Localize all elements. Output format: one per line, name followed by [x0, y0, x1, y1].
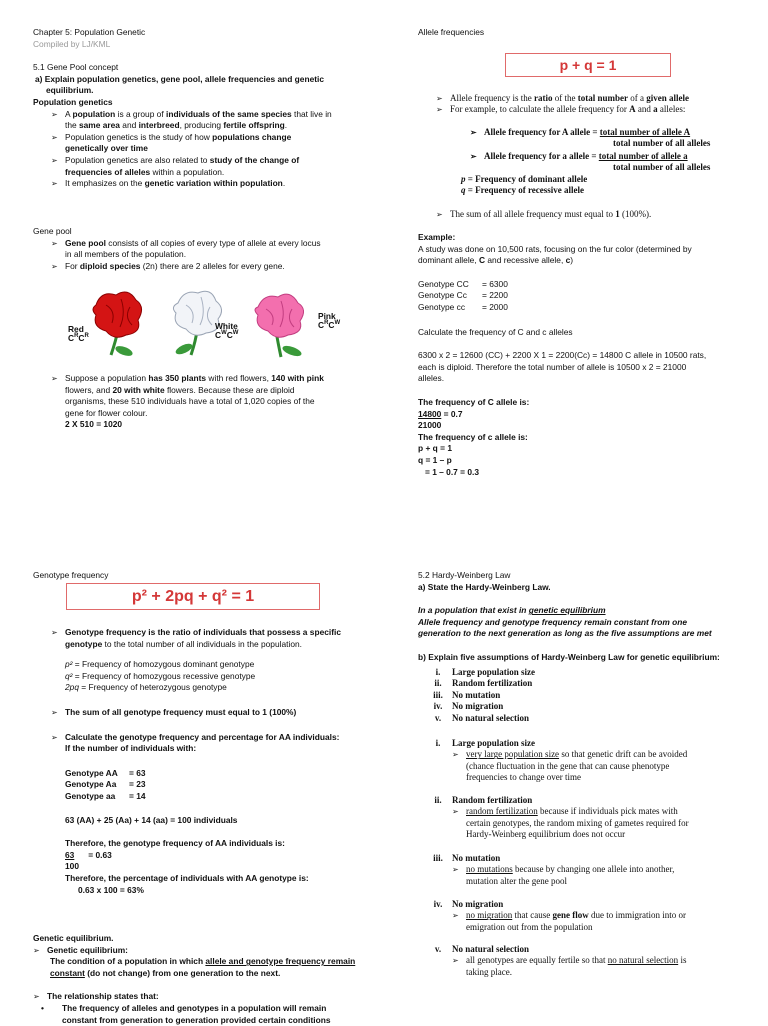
genotype-row: Genotype CC = 6300 — [418, 278, 508, 289]
genotype-row: Genotype Cc = 2200 — [418, 290, 508, 301]
red-flower-icon — [93, 292, 142, 358]
assumption-detail-1: i. Large population size ➢ very large population size so that genetic drift can be avoided (chance fluctuation in the gene that can cause phenotype frequencies to change over time — [424, 738, 754, 784]
assumption-item: v. No natural selection — [434, 712, 529, 723]
objective-a-cont: equilibrium. — [46, 85, 94, 96]
allele-formulas — [470, 127, 760, 174]
genotype-heading: Genotype frequency — [33, 570, 109, 580]
pink-flower-icon — [255, 294, 304, 358]
hw-objective-b: b) Explain five assumptions of Hardy-Weinberg Law for genetic equilibrium: — [418, 651, 720, 662]
allele-heading: Allele frequencies — [418, 27, 485, 37]
allele-example — [418, 232, 758, 478]
list-item: ➢ Genotype frequency is the ratio of individuals that possess a specific genotype to the total number of all individuals in the population. — [51, 627, 371, 650]
assumption-item: iii. No mutation — [433, 689, 501, 700]
assumption-detail-2: ii. Random fertilization ➢ random fertilization because if individuals pick mates with certain genotypes, the random mixing of gametes required for Hardy-Weinberg equilibrium does not occur — [424, 795, 754, 841]
assumption-detail-4: iv. No migration ➢ no migration that cause gene flow due to immigration into or emigration out from the population — [424, 899, 754, 933]
equilibrium-rel: • The frequency of alleles and genotypes in a population will remain constant from generation to generation provided certain conditions — [41, 1002, 331, 1025]
equilibrium-list — [33, 991, 373, 1003]
list-item: ➢ Suppose a population has 350 plants with red flowers, 140 with pink flowers, and 20 with white flowers. Because these are diploid organisms, these 510 individuals have a total of 1,020 copies of the gene for flower colour. 2 X 510 = 1020 — [51, 373, 371, 431]
equilibrium-section — [33, 933, 373, 1026]
assumption-detail-3: iii. No mutation ➢ no mutations because by changing one allele into another, mutation alter the gene pool — [424, 853, 754, 887]
flower-example-list — [51, 373, 371, 431]
popgen-list — [33, 109, 373, 190]
assumption-item: iv. No migration — [433, 701, 504, 712]
equilibrium-list — [33, 945, 373, 957]
flower-example — [51, 373, 371, 431]
assumption-item: ii. Random fertilization — [434, 678, 533, 689]
detail-list — [452, 910, 754, 933]
section-heading: 5.1 Gene Pool concept — [33, 62, 119, 73]
list-item: ➢ no migration that cause gene flow due to immigration into or emigration out from the population — [452, 910, 754, 933]
formula-list — [470, 127, 760, 138]
genotype-row: Genotype aa = 14 — [65, 790, 146, 801]
flower-label-pink: Pink $C^RC^W$ — [318, 311, 341, 330]
list-item: ➢ The sum of all allele frequency must equal to 1 (100%). — [436, 209, 651, 220]
list-item: ➢ For example, to calculate the allele frequency for A and a alleles: — [436, 104, 756, 115]
formula-denominator: total number of all alleles — [613, 162, 711, 173]
compiled-by: Compiled by LJ/KML — [33, 38, 111, 49]
equilibrium-heading: Genetic equilibrium. — [33, 933, 114, 943]
genotype-defs: p² = Frequency of homozygous dominant genotype q² = Frequency of homozygous recessive genotype 2pq = Frequency of heterozygous genotype — [65, 659, 256, 693]
list-item: ➢ Allele frequency for a allele = total number of allele a — [470, 151, 760, 162]
list-item: ➢ For diploid species (2n) there are 2 alleles for every gene. — [51, 261, 373, 273]
calc-text: alleles. — [418, 373, 445, 384]
list-item: ➢ Population genetics are also related to study of the change of frequencies of alleles within a population. — [51, 155, 373, 178]
list-item: ➢ A population is a group of individuals of the same species that live in the same area and interbreed, producing fertile offspring. — [51, 109, 373, 132]
genotype-formula: p² + 2pq + q² = 1 — [66, 583, 320, 610]
calc-question: Calculate the frequency of C and c alleles — [418, 326, 573, 337]
formula-list — [470, 151, 760, 162]
list-item: ➢ very large population size so that genetic drift can be avoided (chance fluctuation in the gene that can cause phenotype frequencies to change over time — [452, 749, 754, 783]
example-text: A study was done on 10,500 rats, focusing on the fur color (determined by — [418, 243, 692, 254]
hw-section — [418, 570, 758, 664]
genotype-list — [51, 627, 371, 650]
gene-pool-list — [33, 238, 373, 273]
genotype-list — [51, 732, 371, 755]
gene-pool-heading: Gene pool — [33, 226, 72, 236]
list-item: ➢ Population genetics is the study of how populations change genetically over time — [51, 132, 373, 155]
genotype-row: Genotype Aa = 23 — [65, 779, 146, 790]
hw-heading: 5.2 Hardy-Weinberg Law — [418, 570, 511, 580]
chapter-title: Chapter 5: Population Genetic — [33, 27, 146, 37]
genotype-total: 63 (AA) + 25 (Aa) + 14 (aa) = 100 individuals — [65, 814, 238, 825]
list-item: ➢ Allele frequency for A allele = total number of allele A — [470, 127, 760, 138]
detail-list — [452, 749, 754, 783]
list-item: ➢ Genetic equilibrium: — [33, 945, 373, 957]
objective-a: a) Explain population genetics, gene pool, allele frequencies and genetic — [35, 73, 324, 84]
allele-sum — [436, 209, 651, 220]
allele-list — [436, 93, 756, 116]
genotype-counts: Genotype AA = 63 Genotype Aa = 23 Genotype aa = 14 63 (AA) + 25 (Aa) + 14 (aa) = 100 individuals Therefore, the genotype frequency of AA individuals is: 63 = 0.63 100 Therefore, the percentage of individuals with AA genotype is: 0.63 x 100 = 63% — [51, 768, 371, 896]
allele-formula: p + q = 1 — [505, 53, 671, 77]
list-item: ➢ Gene pool consists of all copies of every type of allele at every locus in all members of the population. — [51, 238, 373, 261]
hw-objective-a: a) State the Hardy-Weinberg Law. — [418, 581, 551, 592]
pq-definitions: p = Frequency of dominant allele q = Frequency of recessive allele — [461, 174, 588, 196]
freq-C-block: The frequency of C allele is: 14800 = 0.7 21000 The frequency of c allele is: p + q = 1 q = 1 – p = 1 – 0.7 = 0.3 — [418, 396, 530, 477]
calc-text: each is diploid. Therefore the total number of allele is 10500 x 2 = 21000 — [418, 361, 687, 372]
gene-pool-section — [33, 226, 373, 272]
genotype-section — [51, 627, 371, 896]
flower-label-red: Red $C^RC^R$ — [68, 324, 89, 343]
detail-list — [452, 955, 754, 978]
assumption-item: i. Large population size — [435, 667, 536, 677]
flower-label-white: White $C^WC^W$ — [215, 321, 239, 340]
popgen-heading: Population genetics — [33, 96, 113, 107]
list-item: ➢ random fertilization because if individuals pick mates with certain genotypes, the random mixing of gametes required for Hardy-Weinberg equilibrium does not occur — [452, 806, 754, 840]
formula-denominator: total number of all alleles — [613, 138, 711, 149]
therefore-text: Therefore, the percentage of individuals with AA genotype is: — [65, 872, 309, 883]
list-item: ➢ no mutations because by changing one allele into another, mutation alter the gene pool — [452, 864, 754, 887]
assumption-detail-5: v. No natural selection ➢ all genotypes are equally fertile so that no natural selection is taking place. — [424, 944, 754, 978]
allele-definitions — [436, 93, 756, 116]
calculation: 2 X 510 = 1020 — [65, 419, 123, 430]
list-item: ➢ Allele frequency is the ratio of the total number of a given allele — [436, 93, 756, 104]
list-item: ➢ The relationship states that: — [33, 991, 373, 1003]
genotype-row: Genotype cc = 2000 — [418, 301, 508, 312]
genotype-list — [51, 707, 371, 719]
calc-text: 6300 x 2 = 12600 (CC) + 2200 X 1 = 2200(Cc) = 14800 C allele in 10500 rats, — [418, 350, 707, 361]
therefore-text: Therefore, the genotype frequency of AA individuals is: — [65, 838, 285, 849]
top-left-section — [33, 27, 373, 190]
example-text: dominant allele, C and recessive allele, c) — [418, 255, 574, 266]
example-heading: Example: — [418, 232, 456, 242]
hw-law: In a population that exist in genetic equilibrium Allele frequency and genotype frequency remain constant from one generation to the next generation as long as the five assumptions are met — [418, 605, 712, 639]
detail-list — [452, 864, 754, 887]
genotype-row: Genotype AA = 63 — [65, 767, 146, 778]
list-item: ➢ The sum of all genotype frequency must equal to 1 (100%) — [51, 707, 371, 719]
list-item: ➢ It emphasizes on the genetic variation within population. — [51, 178, 373, 190]
sum-list — [436, 209, 651, 220]
list-item: ➢ Calculate the genotype frequency and percentage for AA individuals: If the number of individuals with: — [51, 732, 371, 755]
equilibrium-def: The condition of a population in which allele and genotype frequency remain constant (do not change) from one generation to the next. — [50, 956, 356, 978]
assumption-list — [424, 667, 624, 724]
detail-list — [452, 806, 754, 840]
percentage-result: 0.63 x 100 = 63% — [78, 884, 144, 895]
list-item: ➢ all genotypes are equally fertile so that no natural selection is taking place. — [452, 955, 754, 978]
